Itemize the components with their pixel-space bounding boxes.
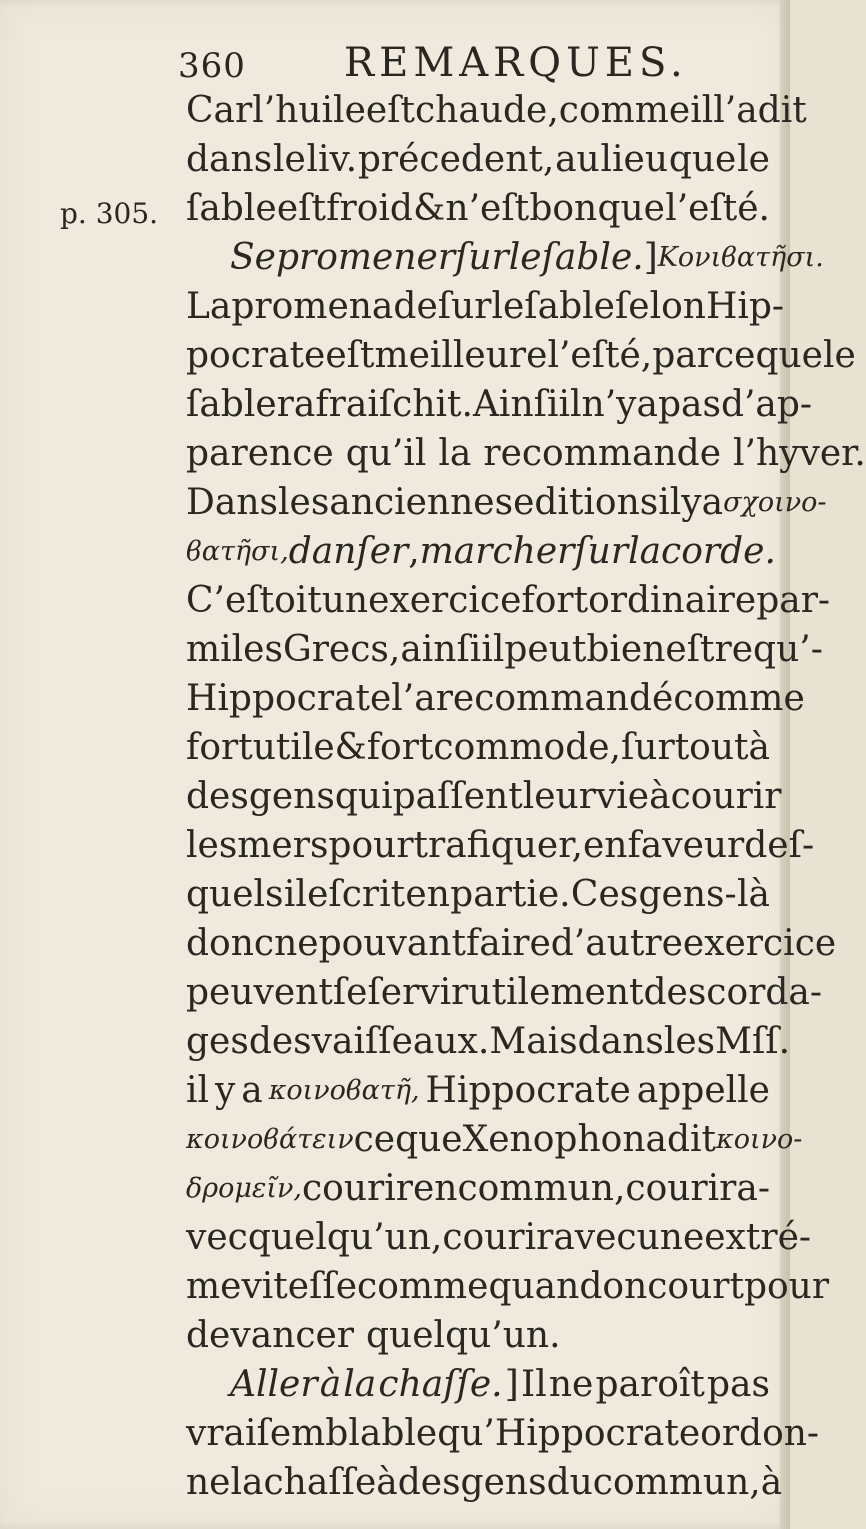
word: n’eſt bbox=[445, 188, 530, 229]
word: & bbox=[413, 188, 446, 229]
word: le bbox=[822, 335, 856, 376]
word: meilleure bbox=[374, 335, 548, 376]
word: en bbox=[582, 825, 628, 866]
word: , bbox=[408, 531, 420, 572]
word: quand bbox=[488, 1266, 603, 1307]
word: extré- bbox=[704, 1217, 812, 1258]
word: la bbox=[230, 1462, 264, 1503]
word: l’hyver. bbox=[733, 433, 866, 474]
word: dans bbox=[577, 1021, 664, 1062]
word: commode, bbox=[433, 727, 621, 768]
text-line bbox=[186, 1360, 770, 1409]
word: à bbox=[748, 727, 770, 768]
word: ſable bbox=[186, 384, 277, 425]
word: mi bbox=[186, 629, 232, 670]
text-line bbox=[186, 1164, 770, 1213]
word: chaſſe bbox=[263, 1462, 377, 1503]
word: anciennes bbox=[329, 482, 514, 523]
word: lieu bbox=[600, 139, 669, 180]
word: pas bbox=[657, 384, 721, 425]
word: ϐατῆσι, bbox=[186, 536, 289, 567]
word: ges bbox=[186, 1021, 249, 1062]
word: comme bbox=[673, 678, 805, 719]
word: pouvant bbox=[318, 923, 466, 964]
text-line bbox=[186, 1017, 791, 1066]
word: gens bbox=[460, 1462, 547, 1503]
word: corde. bbox=[661, 531, 776, 572]
word: faveur bbox=[627, 825, 745, 866]
word: commun, bbox=[592, 1462, 761, 1503]
text-line bbox=[186, 723, 770, 772]
text-line bbox=[186, 968, 823, 1017]
word: dit bbox=[666, 1119, 717, 1160]
word: un bbox=[321, 580, 369, 621]
word: a bbox=[636, 384, 658, 425]
word: eſt bbox=[365, 90, 415, 131]
word: promenade bbox=[231, 286, 438, 327]
word: gens bbox=[248, 776, 335, 817]
word: il bbox=[658, 482, 682, 523]
word: pas bbox=[707, 1364, 770, 1405]
word: on bbox=[602, 1266, 648, 1307]
text-line bbox=[186, 919, 837, 968]
word: appelle bbox=[636, 1070, 770, 1111]
word: a bbox=[701, 482, 724, 523]
word: il bbox=[558, 384, 582, 425]
text-line bbox=[186, 135, 770, 184]
word: l’eſté, bbox=[547, 335, 653, 376]
word: κοινοϐατῆ, bbox=[268, 1075, 420, 1106]
word: me bbox=[186, 1266, 242, 1307]
word: vec bbox=[186, 1217, 248, 1258]
word: eſt bbox=[276, 188, 326, 229]
word: ne bbox=[548, 1364, 594, 1405]
word: Il bbox=[520, 1364, 547, 1405]
text-line bbox=[186, 282, 785, 331]
word: la bbox=[628, 531, 662, 572]
word: ne bbox=[186, 1462, 231, 1503]
page-header bbox=[178, 40, 778, 90]
word: il bbox=[283, 874, 307, 915]
text-line bbox=[186, 772, 782, 821]
word: quels bbox=[186, 874, 284, 915]
word: utile bbox=[252, 727, 335, 768]
word: ] bbox=[504, 1364, 519, 1405]
word: la bbox=[343, 1364, 377, 1405]
word: court bbox=[647, 1266, 744, 1307]
text-line bbox=[186, 380, 813, 429]
word: ainſi bbox=[400, 629, 482, 670]
word: les bbox=[186, 825, 238, 866]
word: tout bbox=[674, 727, 749, 768]
word: commun bbox=[457, 1168, 614, 1209]
word: , bbox=[613, 1168, 626, 1209]
text-line bbox=[186, 625, 823, 674]
word: recommande bbox=[483, 433, 721, 474]
word: Κονιϐατῆσι. bbox=[657, 242, 824, 273]
word: qu’- bbox=[753, 629, 823, 670]
word: à bbox=[319, 1364, 342, 1405]
word: fort bbox=[366, 727, 434, 768]
word: deſ- bbox=[744, 825, 815, 866]
word: la bbox=[438, 433, 472, 474]
text-line bbox=[186, 478, 827, 527]
word: que bbox=[668, 139, 737, 180]
word: promener bbox=[275, 237, 456, 278]
word: comme bbox=[558, 90, 691, 131]
word: ſe bbox=[332, 972, 368, 1013]
word: marcher bbox=[419, 531, 575, 572]
word: d’ap- bbox=[720, 384, 813, 425]
word: peut bbox=[504, 629, 587, 670]
text-line bbox=[186, 429, 866, 478]
word: y bbox=[681, 482, 702, 523]
text-line bbox=[186, 674, 805, 723]
word: La bbox=[186, 286, 232, 327]
word: qui bbox=[334, 776, 393, 817]
word: leur bbox=[522, 776, 596, 817]
word: eſcrit bbox=[307, 874, 406, 915]
word: il bbox=[186, 1070, 210, 1111]
word: danſer bbox=[288, 531, 409, 572]
word: le bbox=[272, 139, 306, 180]
text-line bbox=[186, 1458, 783, 1507]
word: des bbox=[643, 972, 707, 1013]
word: qu’Hippocrate bbox=[437, 1413, 701, 1454]
word: δρομεῖν, bbox=[186, 1173, 303, 1204]
word: exercice bbox=[682, 923, 837, 964]
word: dit bbox=[757, 90, 807, 131]
word: l’eſté. bbox=[665, 188, 770, 229]
word: Hippocrate bbox=[425, 1070, 631, 1111]
word: des bbox=[186, 776, 249, 817]
word: Xenophon bbox=[462, 1119, 646, 1160]
word: Hip- bbox=[705, 286, 785, 327]
word: quelqu’un, bbox=[247, 1217, 443, 1258]
word: & bbox=[334, 727, 367, 768]
word: rafraiſchit. bbox=[276, 384, 473, 425]
word: donc bbox=[186, 923, 275, 964]
word: ſur bbox=[620, 727, 675, 768]
word: eſtre bbox=[665, 629, 754, 670]
word: fort bbox=[521, 580, 589, 621]
word: ſur bbox=[455, 237, 509, 278]
word: l’a bbox=[391, 678, 436, 719]
word: dans bbox=[186, 139, 273, 180]
word: liv. bbox=[306, 139, 358, 180]
word: le bbox=[508, 237, 542, 278]
word: ſable bbox=[186, 188, 277, 229]
word: l’huile bbox=[252, 90, 366, 131]
text-line bbox=[186, 576, 831, 625]
text-line bbox=[186, 821, 815, 870]
text-line bbox=[186, 1213, 812, 1262]
word: vrai bbox=[186, 1413, 257, 1454]
word: peuvent bbox=[186, 972, 333, 1013]
word: viteſſe bbox=[241, 1266, 358, 1307]
word: κοινο- bbox=[716, 1124, 803, 1155]
text-line bbox=[186, 1066, 770, 1115]
text-line bbox=[186, 1311, 770, 1360]
word: comme bbox=[357, 1266, 489, 1307]
word: à bbox=[760, 1462, 783, 1503]
word: du bbox=[546, 1462, 593, 1503]
word: y bbox=[214, 1070, 236, 1111]
word: là bbox=[736, 874, 770, 915]
word: recommandé bbox=[435, 678, 674, 719]
word: il bbox=[481, 629, 505, 670]
word: précedent, bbox=[357, 139, 555, 180]
word: gens- bbox=[638, 874, 737, 915]
word: ſur bbox=[437, 286, 492, 327]
word: ſelon bbox=[614, 286, 706, 327]
word: parence bbox=[186, 433, 334, 474]
word: les bbox=[231, 629, 283, 670]
text-line bbox=[186, 527, 776, 576]
body-text bbox=[186, 86, 866, 1507]
word: chaſſe. bbox=[378, 1364, 503, 1405]
word: Car bbox=[186, 90, 253, 131]
word: paroît bbox=[595, 1364, 705, 1405]
word: courir bbox=[670, 776, 782, 817]
word: Hippocrate bbox=[186, 678, 392, 719]
word: au bbox=[555, 139, 600, 180]
word: vie bbox=[595, 776, 650, 817]
word: qu’il bbox=[345, 433, 427, 474]
word: une bbox=[636, 1217, 705, 1258]
word: avec bbox=[553, 1217, 637, 1258]
word: trafiquer, bbox=[413, 825, 583, 866]
word: ] bbox=[643, 237, 658, 278]
word: à bbox=[376, 1462, 398, 1503]
word: ſable. bbox=[541, 237, 644, 278]
word: courir bbox=[625, 1168, 737, 1209]
word: Dans bbox=[186, 482, 278, 523]
word: l’a bbox=[713, 90, 758, 131]
word: ordon- bbox=[700, 1413, 820, 1454]
word: eſt bbox=[325, 335, 375, 376]
word: mers bbox=[237, 825, 329, 866]
word: ſur bbox=[574, 531, 629, 572]
text-line bbox=[186, 86, 807, 135]
word: à bbox=[649, 776, 671, 817]
word: σχοινο- bbox=[723, 487, 827, 518]
word: les bbox=[278, 482, 330, 523]
word: que bbox=[395, 1119, 463, 1160]
word: ne bbox=[274, 923, 319, 964]
word: a bbox=[241, 1070, 263, 1111]
word: a bbox=[645, 1119, 667, 1160]
word: a- bbox=[736, 1168, 770, 1209]
text-line bbox=[186, 184, 770, 233]
text-line bbox=[186, 233, 824, 282]
word: editions bbox=[513, 482, 659, 523]
word: n’y bbox=[581, 384, 637, 425]
word: chaude, bbox=[415, 90, 559, 131]
word: Se bbox=[230, 237, 276, 278]
word: ſemblable bbox=[256, 1413, 438, 1454]
word: parce bbox=[652, 335, 756, 376]
word: courir bbox=[302, 1168, 413, 1209]
word: quelqu’un. bbox=[366, 1315, 561, 1356]
word: Grecs, bbox=[282, 629, 401, 670]
word: faire bbox=[465, 923, 551, 964]
word: paſſent bbox=[392, 776, 523, 817]
word: en bbox=[405, 874, 450, 915]
text-line bbox=[186, 331, 856, 380]
word: pocrate bbox=[186, 335, 326, 376]
word: utilement bbox=[468, 972, 644, 1013]
word: vaiſſeaux. bbox=[311, 1021, 490, 1062]
word: des bbox=[248, 1021, 312, 1062]
text-line bbox=[186, 1409, 820, 1458]
word: que bbox=[597, 188, 665, 229]
word: corda- bbox=[706, 972, 823, 1013]
text-line bbox=[186, 1262, 830, 1311]
running-head: REMARQUES. bbox=[344, 40, 688, 86]
word: pour bbox=[743, 1266, 830, 1307]
word: pour bbox=[328, 825, 414, 866]
word: Aller bbox=[230, 1364, 318, 1405]
word: Mſſ. bbox=[715, 1021, 791, 1062]
word: d’autre bbox=[550, 923, 683, 964]
word: Mais bbox=[489, 1021, 578, 1062]
text-line bbox=[186, 870, 770, 919]
word: courir bbox=[442, 1217, 554, 1258]
word: en bbox=[412, 1168, 458, 1209]
word: fort bbox=[186, 727, 253, 768]
word: devancer bbox=[186, 1315, 355, 1356]
word: ce bbox=[353, 1119, 396, 1160]
word: par- bbox=[756, 580, 831, 621]
word: le bbox=[737, 139, 770, 180]
word: partie. bbox=[450, 874, 571, 915]
word: le bbox=[491, 286, 525, 327]
word: bon bbox=[529, 188, 598, 229]
word: exercice bbox=[368, 580, 522, 621]
word: que bbox=[755, 335, 823, 376]
margin-reference: p. 305. bbox=[60, 197, 159, 230]
word: ſable bbox=[524, 286, 615, 327]
word: il bbox=[690, 90, 714, 131]
page-number: 360 bbox=[178, 46, 246, 86]
word: ſervir bbox=[367, 972, 469, 1013]
word: Ainſi bbox=[472, 384, 559, 425]
word: Ces bbox=[570, 874, 639, 915]
word: bien bbox=[586, 629, 666, 670]
word: froid bbox=[326, 188, 413, 229]
word: ordinaire bbox=[588, 580, 757, 621]
text-line bbox=[186, 1115, 803, 1164]
word: les bbox=[663, 1021, 716, 1062]
word: κοινοϐάτειν bbox=[186, 1124, 354, 1155]
word: des bbox=[397, 1462, 461, 1503]
word: C’eſtoit bbox=[186, 580, 322, 621]
